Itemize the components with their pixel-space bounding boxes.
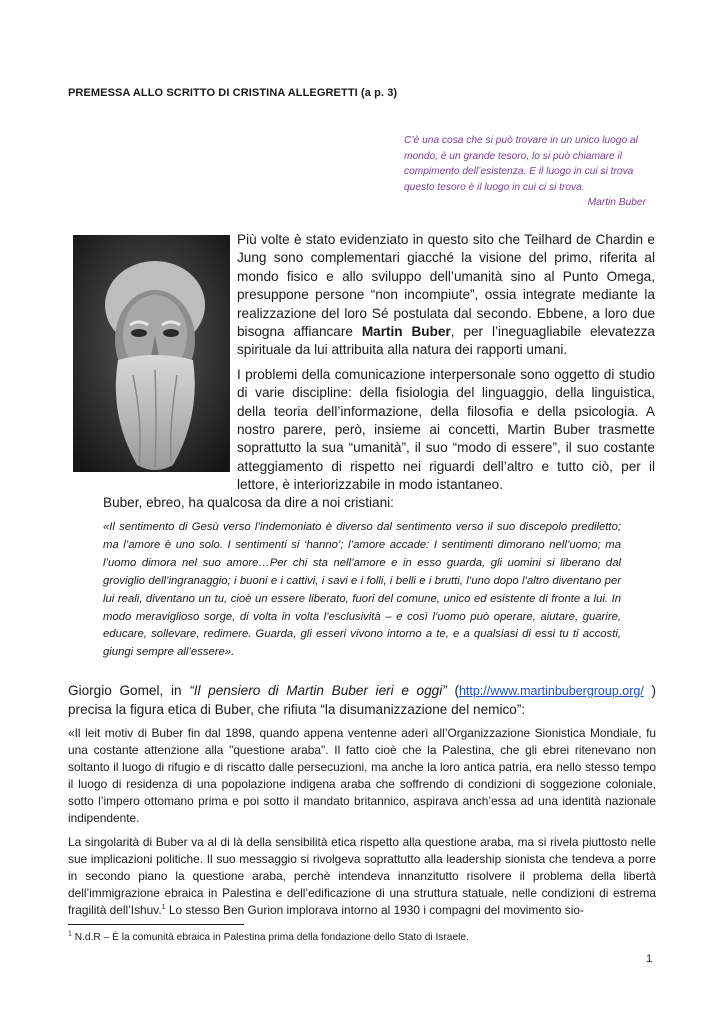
footnote-marker: 1 [68,930,72,938]
epigraph [404,133,662,211]
martinbubergroup-link[interactable]: http://www.martinbubergroup.org/ [458,684,644,698]
body-paragraph-1: «Il leit motiv di Buber fin dal 1898, quando appena ventenne aderì all’Organizzazione Sionistica Mondiale, fu una costante attenzione alla "questione araba". Il fatto cioè che la Palestina, che gli ebrei ritenevano non soltanto il luogo di rifugio e di riscatto dalle persecuzioni, ma anche la loro antica patria, era nello stesso tempo il luogo di residenza di una popolazione indigena araba che soffrendo di condizioni di soggezione coloniale, sotto l’impero ottomano prima e poi sotto il mandato britannico, aspirava anch’essa ad una identità nazionale indipendente. [68,726,656,825]
body-p2-end: Lo stesso Ben Gurion implorava intorno al 1930 i compagni del movimento sio- [165,903,584,918]
intro-paragraph-2: I problemi della comunicazione interpersonale sono oggetto di studio di varie discipline: della fisiologia del linguaggio, della linguistica, della teoria dell’informazione, della filosofia e della psicologia. A nostro parere, però, insieme ai concetti, Martin Buber trasmette soprattutto la sua “umanità”, il suo “modo di essere”, il suo costante atteggiamento di rispetto nei riguardi dell’altro e tutto ciò, per il lettore, è interiorizzabile in modo istantaneo. [237,366,655,493]
intro-paragraph-1 [237,231,655,360]
body-paragraph-2 [68,834,656,919]
intro-p1-start: Più volte è stato evidenziato in questo sito che Teilhard de Chardin e Jung sono complementari giacché la visione del primo, riferita al mondo fisico e allo sviluppo dell’umanità sino al Punto Omega, presuppone persone “non incompiute”, ossia integrate mediante la realizzazione del loro Sé postulata dal secondo. Ebbene, a loro due bisogna affiancare [237,232,655,340]
footnote [68,932,469,943]
intro-p1-bold: Martin Buber [361,324,451,340]
body-p2-start: La singolarità di Buber va al di là della sensibilità etica rispetto alla questione araba, ma si rivela piuttosto nelle sue implicazioni politiche. Il suo messaggio si rivolgeva soprattutto alla leadership sionista che tendeva a porre in secondo piano la questione araba, perchè intendeva innanzitutto risolvere il problema della libertà dell’immigrazione ebraica in Palestina e dell’edificazione di una struttura statuale, nelle condizioni di estrema fragilità dell’Ishuv. [68,835,656,918]
gomel-paren: ( [446,683,459,698]
gomel-paragraph [68,682,656,720]
footnote-reference: 1 [161,904,166,912]
body-text [68,725,656,927]
intro-text [237,231,655,501]
document-heading: PREMESSA ALLO SCRITTO DI CRISTINA ALLEGRETTI (a p. 3) [68,87,398,99]
page-number: 1 [646,953,653,965]
portrait-photo [73,235,230,472]
buber-quote: «Il sentimento di Gesù verso l’indemoniato è diverso dal sentimento verso il suo discepolo prediletto; ma l’amore è uno solo. I sentimenti si ‘hanno’; l’amore accade: I sentimenti dimorano nell’uomo; ma l’uomo dimora nel suo amore…Per chi sta nell’amore e in esso guarda, gli uomini si liberano dal groviglio dell’ingranaggio; i buoni e i cattivi, i savi e i folli, i belli e i brutti, l’uno dopo l’altro diventano per lui reali, diventano un tu, cioè un essere liberato, fuori del comune, unico ed esistente di fronte a lui. In modo meraviglioso sorge, di volta in volta l’esclusività – e così l’uomo può operare, aiutare, guarire, educare, sollevare, redimere. Guarda, gli esseri vivono intorno a te, e a qualsiasi di essi tu ti accosti, giungi sempre all’essere». [103,521,621,659]
footnote-divider [68,924,244,925]
footnote-text: N.d.R – È la comunità ebraica in Palestina prima della fondazione dello Stato di Israele. [71,932,469,943]
epigraph-author: Martin Buber [587,197,646,209]
gomel-prefix: Giorgio Gomel, in [68,683,190,698]
gomel-title: “Il pensiero di Martin Buber ieri e oggi” [189,683,447,698]
gomel-suffix: ) precisa la figura etica di Buber, che rifiuta “la disumanizzazione del nemico”: [68,683,656,717]
portrait-illustration [73,235,230,472]
epigraph-text: C’è una cosa che si può trovare in un unico luogo al mondo, è un grande tesoro, lo si può chiamare il compimento dell’esistenza. E il luogo in cui si trova questo tesoro è il luogo in cui ci si trova. [404,135,638,193]
intro-p1-end: , per l’ineguagliabile elevatezza spirituale da lui attribuita alla natura dei rapporti umani. [237,324,655,358]
buber-line: Buber, ebreo, ha qualcosa da dire a noi cristiani: [103,495,394,510]
